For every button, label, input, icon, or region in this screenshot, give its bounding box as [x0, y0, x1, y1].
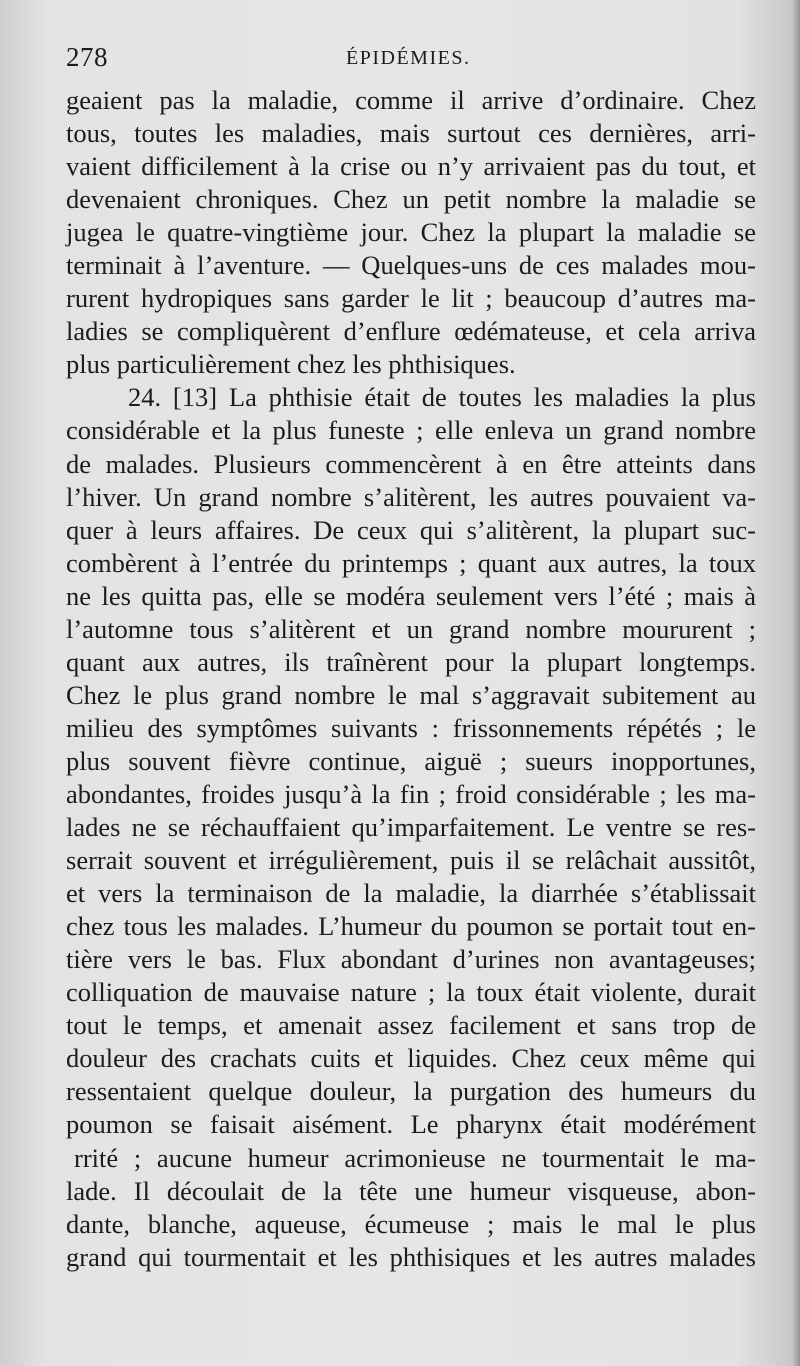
text-line: quer à leurs affaires. De ceux qui s’alitèrent, la plupart suc- — [66, 514, 756, 545]
text-line: lades ne se réchauffaient qu’imparfaitement. Le ventre se res- — [66, 812, 756, 843]
text-line: et vers la terminaison de la maladie, la diarrhée s’établissait — [66, 878, 756, 909]
text-line: ressentaient quelque douleur, la purgation des humeurs du — [66, 1076, 756, 1107]
text-line: jugea le quatre-vingtième jour. Chez la plupart la maladie se — [66, 217, 756, 248]
text-line: milieu des symptômes suivants : frissonnements répétés ; le — [66, 712, 756, 743]
paragraph-start-line: 24. [13] La phthisie était de toutes les maladies la plus — [128, 382, 756, 413]
text-line: abondantes, froides jusqu’à la fin ; froid considérable ; les ma- — [66, 778, 756, 809]
page-edge-shadow — [792, 0, 800, 1366]
text-line: dante, blanche, aqueuse, écumeuse ; mais le mal le plus — [66, 1208, 756, 1239]
text-line: rurent hydropiques sans garder le lit ; beaucoup d’autres ma- — [66, 283, 756, 314]
page-number: 278 — [66, 42, 108, 72]
text-line: ladies se compliquèrent d’enflure œdémateuse, et cela arriva — [66, 316, 756, 347]
text-line: chez tous les malades. L’humeur du poumon se portait tout en- — [66, 911, 756, 942]
text-line: grand qui tourmentait et les phthisiques et les autres malades — [66, 1241, 756, 1272]
text-line: geaient pas la maladie, comme il arrive d’ordinaire. Chez — [66, 85, 756, 115]
text-line: Chez le plus grand nombre le mal s’aggravait subitement au — [66, 679, 756, 710]
text-line: l’hiver. Un grand nombre s’alitèrent, les autres pouvaient va- — [66, 481, 756, 512]
text-line: serrait souvent et irrégulièrement, puis il se relâchait aussitôt, — [66, 845, 756, 876]
text-line: de malades. Plusieurs commencèrent à en être atteints dans — [66, 448, 756, 479]
text-line: considérable et la plus funeste ; elle enleva un grand nombre — [66, 415, 756, 446]
text-line: terminait à l’aventure. — Quelques-uns de ces malades mou- — [66, 250, 756, 281]
body-text — [66, 84, 756, 1274]
text-line: colliquation de mauvaise nature ; la toux était violente, durait — [66, 977, 756, 1008]
text-line: tous, toutes les maladies, mais surtout ces dernières, arri- — [66, 118, 756, 149]
text-line: poumon se faisait aisément. Le pharynx était modérément — [66, 1109, 756, 1140]
text-line: combèrent à l’entrée du printemps ; quant aux autres, la toux — [66, 547, 756, 578]
text-line: quant aux autres, ils traînèrent pour la plupart longtemps. — [66, 646, 756, 677]
text-line: l’automne tous s’alitèrent et un grand nombre moururent ; — [66, 613, 756, 644]
text-line: plus souvent fièvre continue, aiguë ; sueurs inopportunes, — [66, 745, 756, 776]
running-title: ÉPIDÉMIES. — [346, 47, 471, 69]
text-line: devenaient chroniques. Chez un petit nombre la maladie se — [66, 184, 756, 215]
text-line: tout le temps, et amenait assez facilement et sans trop de — [66, 1010, 756, 1041]
text-line: plus particulièrement chez les phthisiques. — [66, 349, 516, 380]
text-line: tière vers le bas. Flux abondant d’urines non avantageuses; — [66, 944, 756, 975]
running-head — [66, 38, 756, 74]
text-line: vaient difficilement à la crise ou n’y arrivaient pas du tout, et — [66, 151, 756, 182]
text-line: lade. Il découlait de la tête une humeur visqueuse, abon- — [66, 1175, 756, 1206]
text-line: douleur des crachats cuits et liquides. Chez ceux même qui — [66, 1043, 756, 1074]
text-line: rrité ; aucune humeur acrimonieuse ne tourmentait le ma- — [74, 1142, 756, 1173]
text-line: ne les quitta pas, elle se modéra seulement vers l’été ; mais à — [66, 580, 756, 611]
